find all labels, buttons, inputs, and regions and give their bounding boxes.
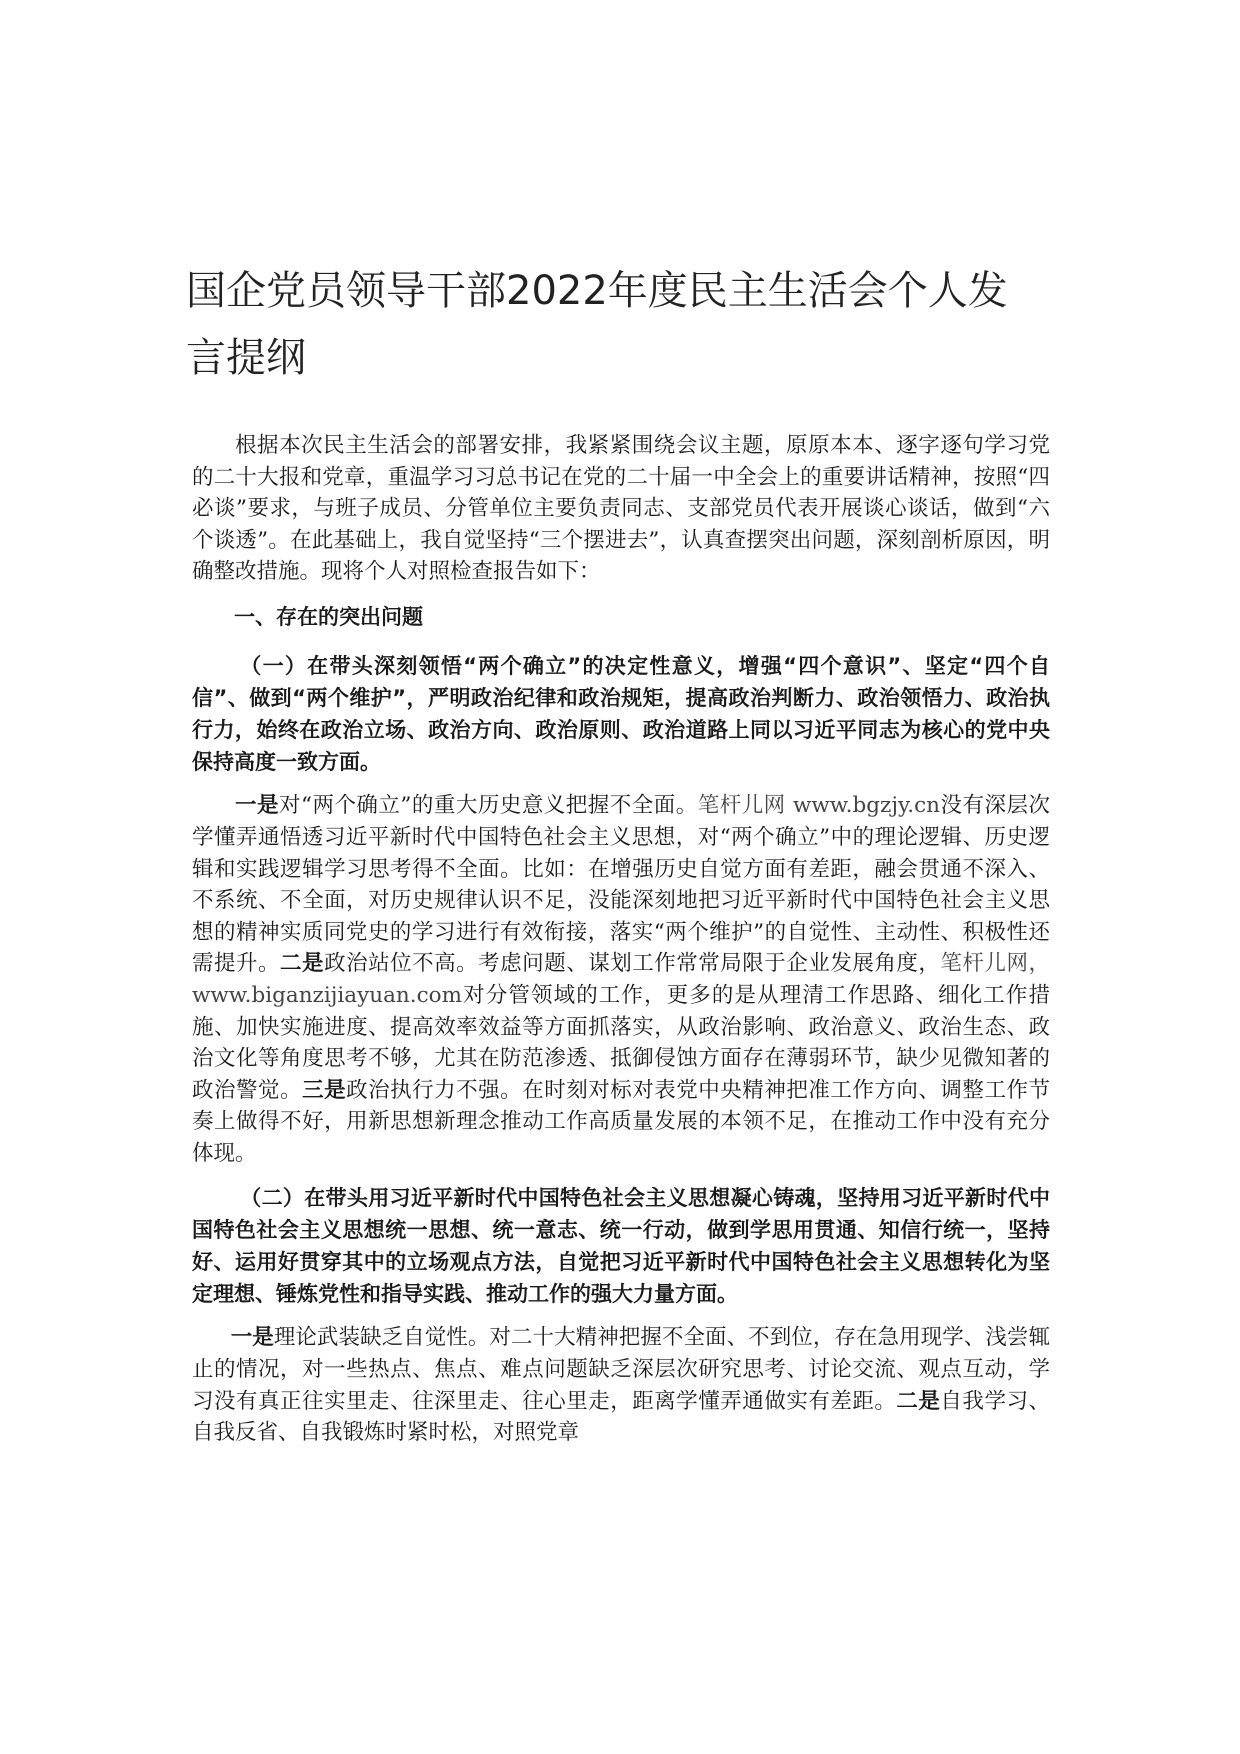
lead-label: 二是 [280,951,325,977]
subsection-heading-1: （一）在带头深刻领悟“两个确立”的决定性意义，增强“四个意识”、坚定“四个自信”、做到“两个维护”，严明政治纪律和政治规矩，提高政治判断力、政治领悟力、政治执行力，始终在政治立场、政治方向、政治原则、政治道路上同以习近平同志为核心的党中央保持高度一致方面。 [192,653,1050,775]
intro-paragraph: 根据本次民主生活会的部署安排，我紧紧围绕会议主题，原原本本、逐字逐句学习党的二十大报和党章，重温学习习总书记在党的二十届一中全会上的重要讲话精神，按照“四必谈”要求，与班子成员、分管单位主要负责同志、支部党员代表开展谈心谈话，做到“六个谈透”。在此基础上，我自觉坚持“三个摆进去”，认真查摆突出问题，深刻剖析原因，明确整改措施。现将个人对照检查报告如下： [192,433,1050,585]
paragraph-1 [192,790,1050,1169]
paragraph-text: 理论武装缺乏自觉性。对二十大精神把握不全面、不到位，存在急用现学、浅尝辄止的情况，对一些热点、焦点、难点问题缺乏深层次研究思考、讨论交流、观点互动，学习没有真正往实里走、往深里走、往心里走，距离学懂弄通做实有差距。 [192,1325,1050,1414]
lead-label: 三是 [302,1077,347,1103]
watermark-link: 笔杆儿网 www.bgzjy.cn [697,793,941,819]
lead-label: 一是 [230,1325,274,1351]
document-title: 国企党员领导干部2022年度民主生活会个人发言提纲 [186,268,1008,381]
paragraph-text: 政治执行力不强。在时刻对标对表党中央精神把准工作方向、调整工作节奏上做得不好，用新思想新理念推动工作高质量发展的本领不足，在推动工作中没有充分体现。 [192,1077,1050,1166]
paragraph-text: 对“两个确立”的重大历史意义把握不全面。 [278,793,698,819]
paragraph-text: 没有深层次学懂弄通悟透习近平新时代中国特色社会主义思想，对“两个确立”中的理论逻辑、历史逻辑和实践逻辑学习思考得不全面。比如：在增强历史自觉方面有差距，融会贯通不深入、不系统、不全面，对历史规律认识不足，没能深刻地把习近平新时代中国特色社会主义思想的精神实质同党史的学习进行有效衔接，落实“两个维护”的自觉性、主动性、积极性还需提升。 [192,793,1050,977]
subsection-heading-2: （二）在带头用习近平新时代中国特色社会主义思想凝心铸魂，坚持用习近平新时代中国特色社会主义思想统一思想、统一意志、统一行动，做到学思用贯通、知信行统一，坚持好、运用好贯穿其中的立场观点方法，自觉把习近平新时代中国特色社会主义思想转化为坚定理想、锤炼党性和指导实践、推动工作的强大力量方面。 [192,1185,1050,1307]
paragraph-text: 自我学习、自我反省、自我锻炼时紧时松，对照党章 [192,1388,1050,1446]
watermark-link: 笔杆儿网，www.biganzijiayuan.com [192,951,1050,1008]
paragraph-text: 政治站位不高。考虑问题、谋划工作常常局限于企业发展角度， [324,951,941,977]
paragraph-text: 对分管领域的工作，更多的是从理清工作思路、细化工作措施、加快实施进度、提高效率效益等方面抓落实，从政治影响、政治意义、政治生态、政治文化等角度思考不够，尤其在防范渗透、抵御侵蚀方面存在薄弱环节，缺少见微知著的政治警觉。 [192,982,1050,1103]
paragraph-2 [192,1322,1050,1448]
section-heading: 一、存在的突出问题 [234,604,423,629]
lead-label: 二是 [896,1388,941,1414]
document-body [192,430,1050,1449]
lead-label: 一是 [235,793,279,819]
